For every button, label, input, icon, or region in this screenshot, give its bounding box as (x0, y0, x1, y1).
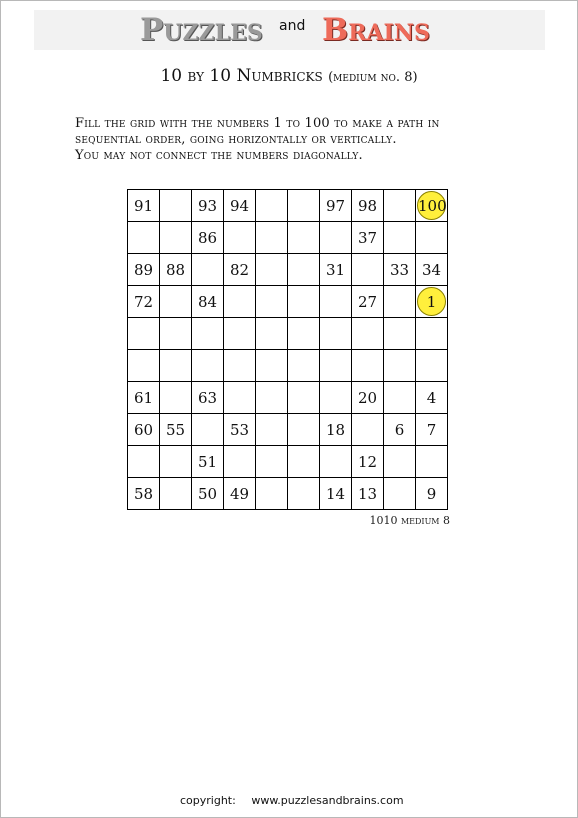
grid-cell[interactable]: 53 (224, 414, 256, 446)
grid-cell[interactable]: 33 (384, 254, 416, 286)
grid-cell[interactable]: 49 (224, 478, 256, 510)
grid-cell[interactable] (288, 414, 320, 446)
grid-cell[interactable]: 72 (128, 286, 160, 318)
grid-cell[interactable] (192, 254, 224, 286)
highlighted-number: 100 (417, 191, 446, 220)
grid-cell[interactable]: 94 (224, 190, 256, 222)
grid-cell[interactable] (160, 222, 192, 254)
grid-cell[interactable] (256, 286, 288, 318)
grid-cell[interactable] (224, 222, 256, 254)
grid-cell[interactable] (288, 318, 320, 350)
grid-cell[interactable]: 31 (320, 254, 352, 286)
grid-cell[interactable] (160, 318, 192, 350)
grid-cell[interactable]: 91 (128, 190, 160, 222)
grid-cell[interactable] (128, 350, 160, 382)
grid-cell[interactable]: 20 (352, 382, 384, 414)
grid-cell[interactable] (128, 222, 160, 254)
site-url: www.puzzlesandbrains.com (251, 794, 404, 807)
grid-cell[interactable]: 12 (352, 446, 384, 478)
grid-cell[interactable] (256, 222, 288, 254)
instruction-line: Fill the grid with the numbers 1 to 100 to make a path in (75, 116, 440, 131)
logo-brains: Brains (322, 12, 430, 48)
grid-cell[interactable] (320, 286, 352, 318)
grid-cell[interactable] (320, 382, 352, 414)
grid-cell[interactable]: 51 (192, 446, 224, 478)
instruction-line: sequential order, going horizontally or vertically. (75, 132, 397, 147)
grid-cell[interactable]: 98 (352, 190, 384, 222)
grid-row (128, 350, 448, 382)
grid-cell[interactable] (416, 222, 448, 254)
grid-cell[interactable] (288, 382, 320, 414)
grid-cell[interactable] (192, 350, 224, 382)
grid-cell[interactable] (416, 446, 448, 478)
grid-row (128, 190, 448, 222)
grid-cell[interactable]: 6 (384, 414, 416, 446)
grid-cell[interactable]: 50 (192, 478, 224, 510)
page-title (0, 66, 578, 86)
grid-cell[interactable] (256, 318, 288, 350)
grid-cell[interactable] (384, 286, 416, 318)
grid-cell[interactable] (160, 382, 192, 414)
highlighted-number: 1 (417, 287, 446, 316)
grid-cell[interactable]: 89 (128, 254, 160, 286)
grid-cell[interactable] (160, 478, 192, 510)
grid-cell[interactable] (416, 318, 448, 350)
grid-cell[interactable] (192, 414, 224, 446)
grid-cell[interactable] (224, 318, 256, 350)
grid-cell[interactable]: 4 (416, 382, 448, 414)
grid-cell[interactable] (384, 318, 416, 350)
grid-cell[interactable]: 86 (192, 222, 224, 254)
logo-puzzles: Puzzles (140, 12, 263, 48)
title-sub: (medium no. 8) (328, 70, 418, 85)
copyright-footer (180, 794, 404, 807)
grid-cell[interactable] (224, 350, 256, 382)
grid-cell[interactable] (320, 222, 352, 254)
grid-cell[interactable]: 55 (160, 414, 192, 446)
grid-cell[interactable] (384, 190, 416, 222)
grid-cell[interactable] (256, 478, 288, 510)
grid-cell[interactable] (352, 414, 384, 446)
grid-row (128, 446, 448, 478)
grid-row (128, 222, 448, 254)
grid-cell[interactable] (416, 190, 448, 222)
grid-cell[interactable]: 60 (128, 414, 160, 446)
grid-cell[interactable] (160, 286, 192, 318)
grid-cell[interactable] (352, 254, 384, 286)
grid-cell[interactable] (288, 350, 320, 382)
grid-cell[interactable] (128, 446, 160, 478)
grid-cell[interactable] (288, 478, 320, 510)
grid-cell[interactable]: 88 (160, 254, 192, 286)
grid-cell[interactable]: 58 (128, 478, 160, 510)
grid-cell[interactable]: 18 (320, 414, 352, 446)
grid-cell[interactable] (256, 190, 288, 222)
grid-cell[interactable] (384, 350, 416, 382)
grid-cell[interactable] (160, 446, 192, 478)
grid-cell[interactable]: 97 (320, 190, 352, 222)
grid-cell[interactable]: 7 (416, 414, 448, 446)
grid-cell[interactable] (224, 382, 256, 414)
grid-row (128, 254, 448, 286)
grid-cell[interactable] (320, 350, 352, 382)
grid-row (128, 382, 448, 414)
grid-row (128, 478, 448, 510)
grid-cell[interactable]: 61 (128, 382, 160, 414)
grid-cell[interactable]: 13 (352, 478, 384, 510)
grid-cell[interactable] (288, 446, 320, 478)
grid-cell[interactable]: 82 (224, 254, 256, 286)
grid-cell[interactable]: 27 (352, 286, 384, 318)
grid-cell[interactable] (160, 350, 192, 382)
grid-cell[interactable] (288, 286, 320, 318)
grid-cell[interactable] (416, 350, 448, 382)
instructions (75, 116, 545, 164)
grid-cell[interactable] (320, 318, 352, 350)
grid-cell[interactable]: 9 (416, 478, 448, 510)
grid-cell[interactable] (416, 286, 448, 318)
grid-cell[interactable] (256, 382, 288, 414)
grid-cell[interactable] (256, 446, 288, 478)
grid-cell[interactable]: 14 (320, 478, 352, 510)
logo-and: and (279, 18, 306, 34)
grid-cell[interactable] (384, 478, 416, 510)
grid-cell[interactable] (288, 222, 320, 254)
grid-cell[interactable] (224, 286, 256, 318)
grid-row (128, 286, 448, 318)
grid-cell[interactable] (256, 414, 288, 446)
grid-row (128, 318, 448, 350)
grid-cell[interactable] (352, 318, 384, 350)
grid-cell[interactable] (192, 318, 224, 350)
grid-cell[interactable] (352, 350, 384, 382)
grid-row (128, 414, 448, 446)
grid-cell[interactable]: 37 (352, 222, 384, 254)
grid-cell[interactable] (384, 446, 416, 478)
grid-cell[interactable]: 93 (192, 190, 224, 222)
puzzle-id: 1010 medium 8 (369, 514, 450, 527)
grid-cell[interactable] (320, 446, 352, 478)
grid-cell[interactable]: 84 (192, 286, 224, 318)
title-main: 10 by 10 Numbricks (160, 66, 323, 86)
grid-cell[interactable] (128, 318, 160, 350)
instruction-line: You may not connect the numbers diagonally. (75, 148, 363, 163)
grid-cell[interactable] (256, 350, 288, 382)
grid-cell[interactable]: 63 (192, 382, 224, 414)
puzzle-grid (127, 189, 448, 510)
grid-cell[interactable] (384, 222, 416, 254)
grid-cell[interactable] (288, 254, 320, 286)
grid-cell[interactable] (288, 190, 320, 222)
grid-cell[interactable] (256, 254, 288, 286)
grid-cell[interactable] (384, 382, 416, 414)
grid-cell[interactable] (224, 446, 256, 478)
grid-cell[interactable]: 34 (416, 254, 448, 286)
copyright-label: copyright: (180, 794, 236, 807)
grid-cell[interactable] (160, 190, 192, 222)
